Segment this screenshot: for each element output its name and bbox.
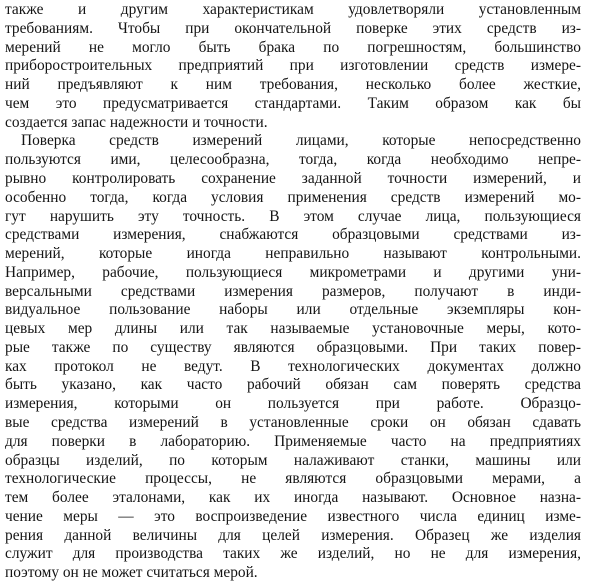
text-line: чение меры — это воспроизведение известного числа единиц изме-: [5, 507, 581, 525]
text-line: версальными средствами измерения размеров, получают в инди-: [5, 282, 581, 300]
text-line: рые также по существу являются образцовыми. При таких повер-: [5, 338, 581, 356]
text-line: средствами измерения, снабжаются образцовыми средствами из-: [5, 226, 581, 244]
text-line: Поверка средств измерений лицами, которые непосредственно: [21, 132, 581, 150]
text-line: Например, рабочие, пользующиеся микрометрами и другими уни-: [5, 263, 581, 281]
text-line: мерений, которые иногда неправильно называют контрольными.: [5, 245, 581, 263]
text-line: быть указано, как часто рабочий обязан сам поверять средства: [5, 376, 581, 394]
text-line: ний предъявляют к ним требования, несколько более жесткие,: [5, 76, 581, 94]
text-line: образцы изделий, по которым налаживают станки, машины или: [5, 451, 581, 469]
text-line: служит для производства таких же изделий, но не для измерения,: [5, 545, 581, 563]
text-line: цевых мер длины или так называемые установочные меры, кото-: [5, 320, 581, 338]
text-line: рения данной величины для целей измерения. Образец же изделия: [5, 526, 581, 544]
text-line: измерения, которыми он пользуется при работе. Образцо-: [5, 395, 581, 413]
text-line: создается запас надежности и точности.: [5, 113, 268, 131]
text-line: приборостроительных предприятий при изготовлении средств измере-: [5, 57, 581, 75]
text-line: требованиям. Чтобы при окончательной поверке этих средств из-: [5, 19, 581, 37]
text-line: видуальное пользование наборы или отдельные экземпляры кон-: [5, 301, 581, 319]
text-line: также и другим характеристикам удовлетворяли установленным: [5, 1, 581, 18]
text-line: тем более эталонами, как их иногда называют. Основное назна-: [5, 489, 581, 507]
text-line: особенно тогда, когда условия применения средств измерений мо-: [5, 188, 581, 206]
text-line: вые средства измерений в установленные сроки он обязан сдавать: [5, 414, 581, 432]
text-line: рывно контролировать сохранение заданной точности измерений, и: [5, 169, 581, 187]
text-line: мерений не могло быть брака по погрешностям, большинство: [5, 38, 581, 56]
text-line: ках протокол не ведут. В технологических документах должно: [5, 357, 581, 375]
text-line: пользуются ими, целесообразна, тогда, когда необходимо непре-: [5, 151, 581, 169]
text-line: поэтому он не может считаться мерой.: [5, 564, 258, 582]
text-line: чем это предусматривается стандартами. Таким образом как бы: [5, 94, 581, 112]
text-line: для поверки в лабораторию. Применяемые часто на предприятиях: [5, 432, 581, 450]
text-line: технологические процессы, не являются образцовыми мерами, а: [5, 470, 581, 488]
text-line: гут нарушить эту точность. В этом случае лица, пользующиеся: [5, 207, 581, 225]
